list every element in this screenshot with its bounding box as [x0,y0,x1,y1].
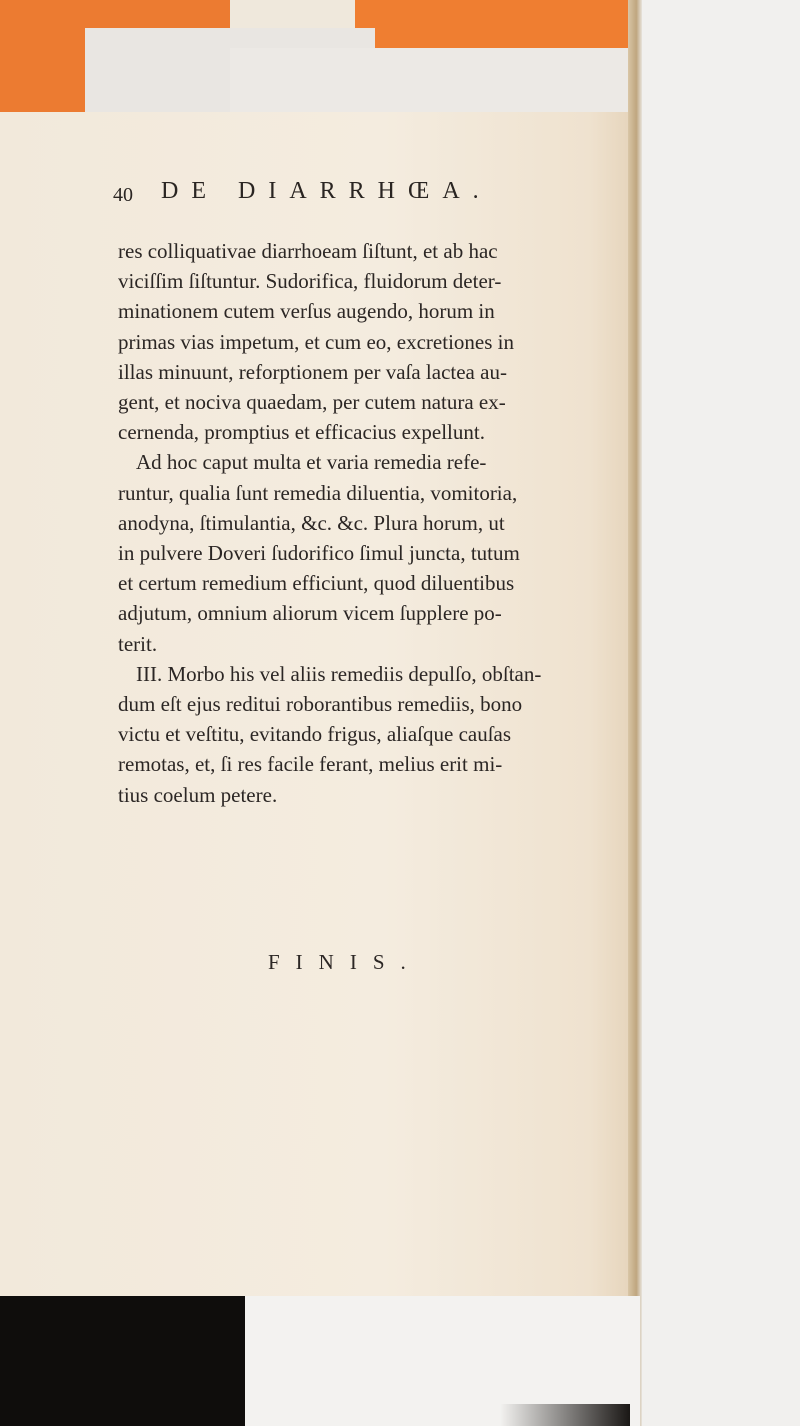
running-title: DE DIARRHŒA. [161,178,492,204]
background-right [640,0,800,1426]
text-line: et certum remedium efficiunt, quod diluentibus [118,571,515,596]
text-line: remotas, et, ſi res facile ferant, melius erit mi- [118,752,503,777]
text-line: in pulvere Doveri ſudorifico ſimul juncta, tutum [118,541,520,566]
text-line: res colliquativae diarrhoeam ſiſtunt, et ab hac [118,239,498,263]
page-header [113,178,633,214]
text-line: terit. [118,631,158,656]
paper-stack-top-2 [230,48,640,118]
text-line: gent, et nociva quaedam, per cutem natura ex- [118,390,506,415]
text-line: illas minuunt, reforptionem per vaſa lactea au- [118,359,507,384]
body-text [118,236,608,810]
text-line: victu et veſtitu, evitando frigus, aliaſque cauſas [118,722,512,747]
dark-background-bottom-left [0,1296,245,1426]
text-line: III. Morbo his vel aliis remediis depulſo, obſtan- [136,661,542,686]
text-line: Ad hoc caput multa et varia remedia refe- [136,450,487,475]
finis-mark: FINIS. [268,950,422,974]
text-line: minationem cutem verſus augendo, horum in [118,299,495,324]
orange-background-right [355,0,640,52]
page-number: 40 [113,184,133,206]
text-line: primas vias impetum, et cum eo, excretiones in [118,329,514,354]
shadow-bottom [500,1404,630,1426]
text-line: runtur, qualia ſunt remedia diluentia, vomitoria, [118,480,518,505]
text-line: dum eſt ejus reditui roborantibus remediis, bono [118,692,523,717]
text-line: tius coelum petere. [118,782,278,807]
text-line: adjutum, omnium aliorum vicem ſupplere po- [118,601,502,626]
text-line: anodyna, ſtimulantia, &c. &c. Plura horum, ut [118,510,505,535]
text-line: cernenda, promptius et efficacius expellunt. [118,420,485,445]
text-line: viciſſim ſiſtuntur. Sudorifica, fluidorum deter- [118,269,502,294]
